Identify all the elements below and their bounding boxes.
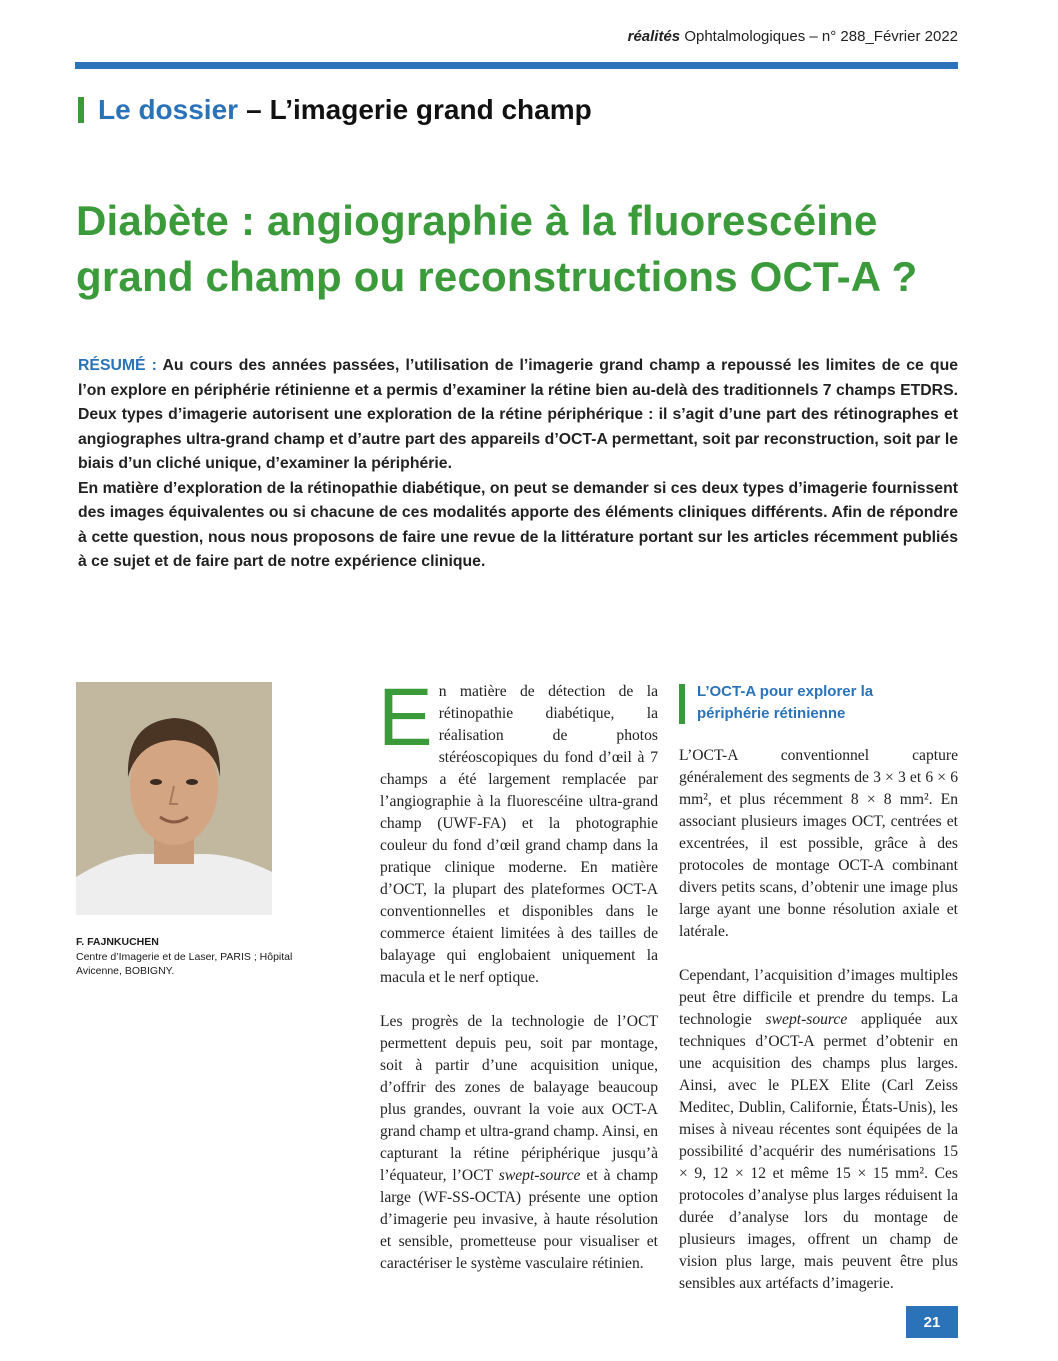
- journal-header: [620, 28, 958, 45]
- rubric-label: Le dossier: [98, 94, 239, 125]
- article-title: [76, 193, 966, 305]
- body-column-1: [378, 672, 658, 1297]
- body-text: Les progrès de la technologie de l’OCT permettent depuis peu, soit par montage, soit à partir d’une acquisition unique, d’offrir des zones de balayage beaucoup plus grandes, ouvrant la voie aux OCT-A grand champ et ultra-grand champ. Ainsi, en capturant la rétine périphérique jusqu’à l’équateur, l’OCT: [380, 1013, 658, 1184]
- body-paragraph: [378, 672, 658, 989]
- header-rule: [75, 62, 958, 69]
- abstract-paragraph-2: En matière d’exploration de la rétinopathie diabétique, on peut se demander si ces deux types d’imagerie fournissent des images équivalentes ou si chacune de ces modalités apporte des éléments cliniques différents. Afin de répondre à cette question, nous nous proposons de faire une revue de la littérature portant sur les articles récemment publiés à ce sujet et de faire part de notre expérience clinique.: [78, 479, 958, 570]
- section-rubric: [78, 92, 592, 128]
- author-photo: [76, 682, 272, 915]
- body-column-2: [679, 745, 958, 1317]
- body-text: Cependant, l’acquisition d’images multiples peut être difficile et prendre du temps. La technologie: [679, 967, 958, 1028]
- body-emphasis: swept-source: [765, 1011, 848, 1028]
- journal-brand: réalités: [627, 28, 681, 45]
- author-name: F. FAJNKUCHEN: [76, 936, 159, 948]
- abstract: [78, 354, 958, 575]
- body-text: n matière de détection de la rétinopathie diabétique, la réalisation de photos stéréoscopiques du fond d’œil à 7 champs a été largement remplacée par l’angiographie à la fluorescéine ultra-grand champ (UWF-FA) et la photographie couleur du fond d’œil grand champ dans la pratique clinique moderne. En matière d’OCT, la plupart des plateformes OCT-A conventionnelles et disponibles dans le commerce étaient limitées à des tailles de balayage qui englobaient uniquement la macula et le nerf optique.: [380, 683, 658, 986]
- title-line-2: grand champ ou reconstructions OCT-A ?: [76, 253, 918, 300]
- body-paragraph: L’OCT-A conventionnel capture généralement des segments de 3 × 3 et 6 × 6 mm², et plus récemment 8 × 8 mm². En associant plusieurs images OCT, centrées et excentrées, il est possible, grâce à des protocoles de montage OCT-A combinant divers petits scans, d’obtenir une image plus large ayant une bonne résolution axiale et latérale.: [679, 747, 958, 940]
- page-number: 21: [906, 1306, 958, 1338]
- body-paragraph: [380, 1011, 658, 1275]
- section-heading: [679, 681, 937, 725]
- rubric-topic: L’imagerie grand champ: [269, 94, 592, 125]
- journal-issue: Ophtalmologiques – n° 288_Février 2022: [684, 28, 958, 45]
- abstract-paragraph-1: [78, 354, 958, 477]
- abstract-text-1: Au cours des années passées, l’utilisation de l’imagerie grand champ a repoussé les limites de ce que l’on explore en périphérie rétinienne et a permis d’examiner la rétine bien au-delà des traditionnels 7 champs ETDRS. Deux types d’imagerie autorisent une exploration de la rétine périphérique : il s’agit d’une part des rétinographes et angiographes ultra-grand champ et d’autre part des appareils d’OCT-A permettant, soit par reconstruction, soit par le biais d’un cliché unique, d’examiner la périphérie.: [78, 357, 959, 472]
- body-text: et à champ large (WF-SS-OCTA) présente une option d’imagerie peu invasive, à haute résolution et sensible, prometteuse pour visualiser et caractériser le système vasculaire rétinien.: [380, 1167, 658, 1272]
- body-emphasis: swept-source: [498, 1167, 581, 1184]
- body-paragraph: [679, 965, 958, 1295]
- author-affiliation: Centre d’Imagerie et de Laser, PARIS ; Hôpital Avicenne, BOBIGNY.: [76, 951, 293, 977]
- body-text: appliquée aux techniques d’OCT-A permet d’obtenir en une acquisition des champs plus larges. Ainsi, avec le PLEX Elite (Carl Zeiss Meditec, Dublin, Californie, États-Unis), les mises à niveau récentes sont équipées de la possibilité d’acquérir des numérisations 15 × 9, 12 × 12 et même 15 × 15 mm². Ces protocoles d’analyse plus larges réduisent la durée d’analyse lors du montage de plusieurs images, offrent un champ de vision plus large, mais peuvent être plus sensibles aux artéfacts d’imagerie.: [679, 1011, 958, 1292]
- drop-cap: E: [378, 672, 433, 763]
- section-heading-text: L’OCT-A pour explorer la périphérie rétinienne: [697, 683, 874, 722]
- title-line-1: Diabète : angiographie à la fluorescéine: [76, 197, 878, 244]
- abstract-keyword: RÉSUMÉ :: [78, 357, 157, 374]
- rubric-separator: –: [246, 94, 262, 125]
- rubric-marker: [78, 97, 84, 123]
- section-heading-marker: [679, 684, 685, 724]
